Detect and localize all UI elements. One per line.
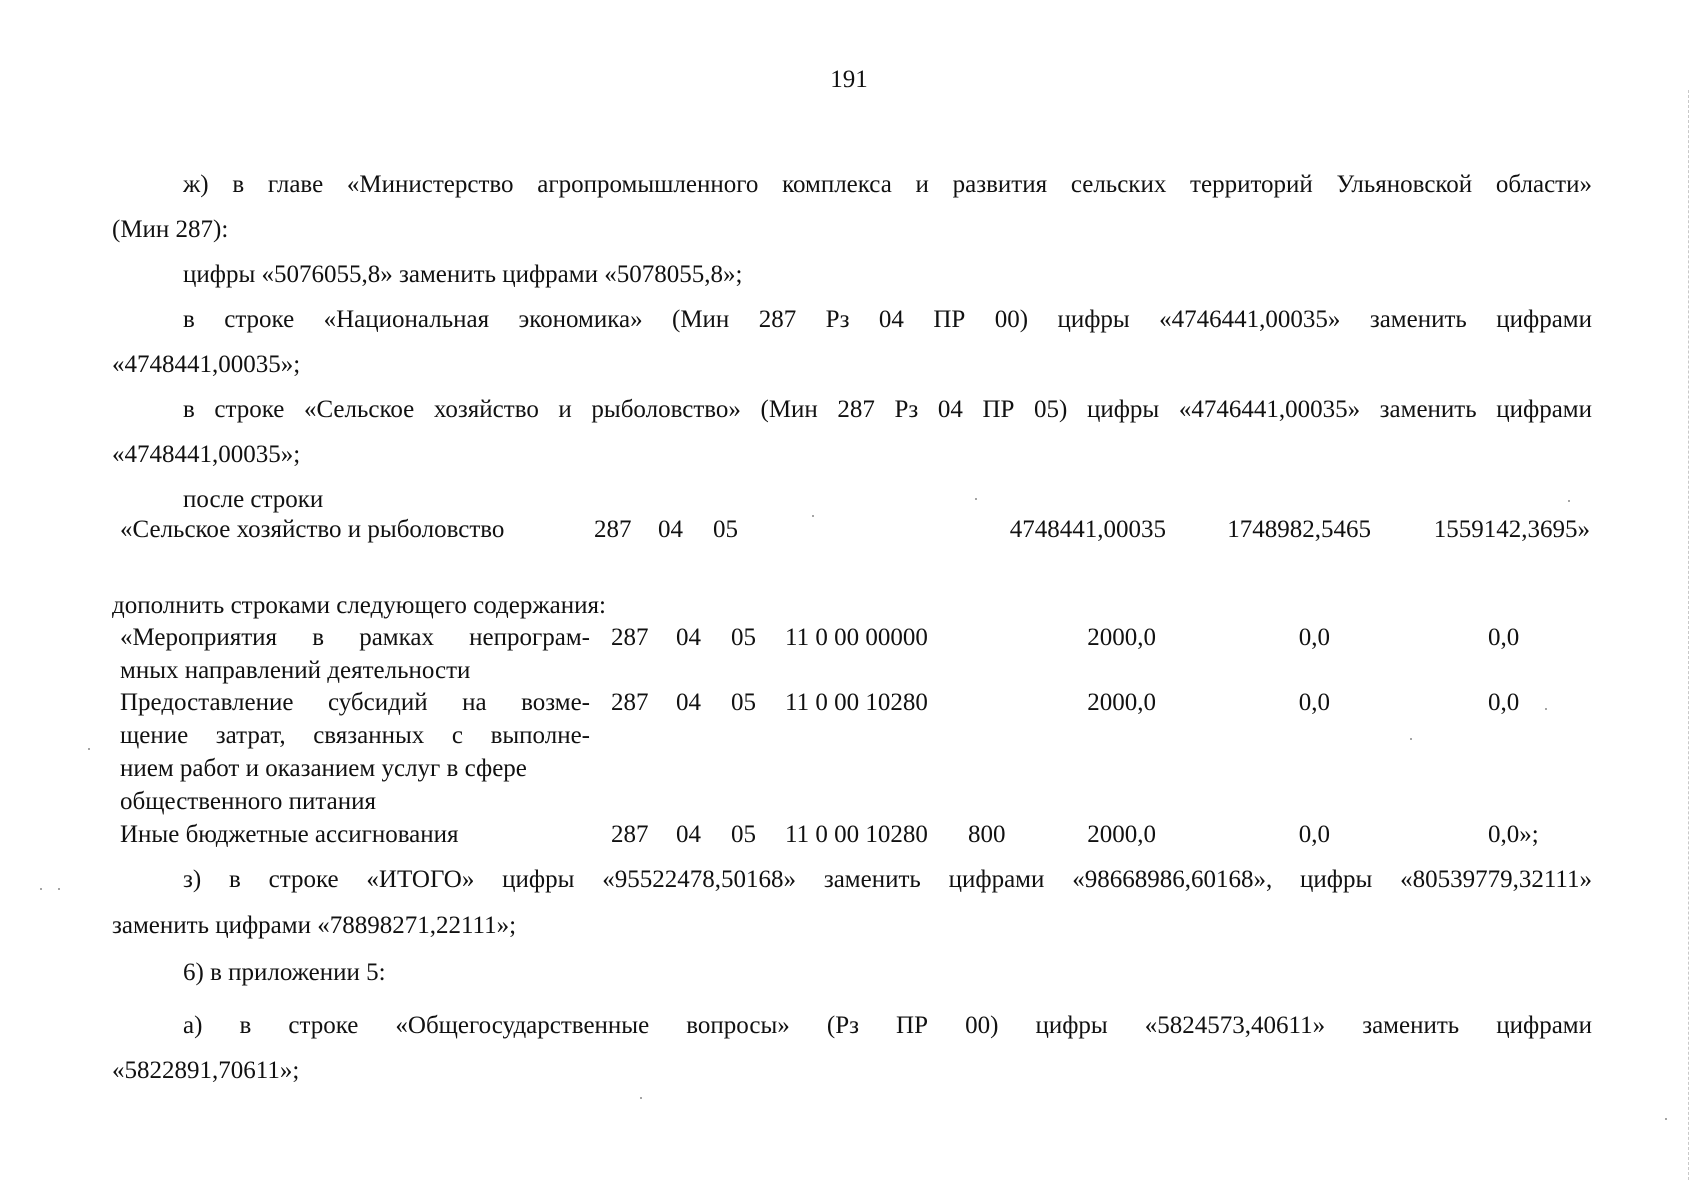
row-value-2: 0,0 <box>1298 821 1330 848</box>
add-rows-label: дополнить строками следующего содержания: <box>112 592 606 619</box>
scan-speck <box>640 1097 642 1099</box>
row-pr: 05 <box>731 624 756 651</box>
row-value-3: 0,0»; <box>1488 821 1539 848</box>
row-pr: 05 <box>713 516 738 543</box>
row-value-2: 0,0 <box>1298 624 1330 651</box>
row-rz: 04 <box>676 821 701 848</box>
row-name-line: Предоставление субсидий на возме- <box>120 689 590 716</box>
row-min: 287 <box>594 516 632 543</box>
row-min: 287 <box>611 624 649 651</box>
scan-speck <box>975 498 977 500</box>
after-row-label: после строки <box>183 486 324 513</box>
paragraph-general-questions-line1: а) в строке «Общегосударственные вопросы» (Рз ПР 00) цифры «5824573,40611» заменить цифрами <box>183 1012 1592 1039</box>
row-value-3: 0,0 <box>1488 624 1520 651</box>
scan-speck <box>40 888 42 890</box>
row-csr: 11 0 00 10280 <box>785 821 928 848</box>
row-rz: 04 <box>676 624 701 651</box>
paragraph-zh-line2: (Мин 287): <box>112 216 229 243</box>
row-pr: 05 <box>731 689 756 716</box>
row-rz: 04 <box>658 516 683 543</box>
row-pr: 05 <box>731 821 756 848</box>
paragraph-digits-replace: цифры «5076055,8» заменить цифрами «5078055,8»; <box>183 261 743 288</box>
row-name-line: Иные бюджетные ассигнования <box>120 821 459 848</box>
row-min: 287 <box>611 689 649 716</box>
row-name-line: мных направлений деятельности <box>120 657 471 684</box>
row-value-1: 2000,0 <box>1087 821 1156 848</box>
row-value-2: 0,0 <box>1298 689 1330 716</box>
paragraph-general-questions-line2: «5822891,70611»; <box>112 1057 300 1084</box>
row-value-3: 1559142,3695» <box>1433 516 1590 543</box>
row-min: 287 <box>611 821 649 848</box>
scan-margin-line <box>1688 90 1690 1180</box>
row-value-1: 2000,0 <box>1087 689 1156 716</box>
row-csr: 11 0 00 00000 <box>785 624 928 651</box>
row-name-line: «Мероприятия в рамках непрограм- <box>120 624 590 651</box>
paragraph-itogo-line2: заменить цифрами «78898271,22111»; <box>112 912 517 939</box>
page-number: 191 <box>830 66 868 93</box>
scan-speck <box>1410 738 1412 740</box>
row-name-line: нием работ и оказанием услуг в сфере <box>120 755 527 782</box>
paragraph-appendix-5: 6) в приложении 5: <box>183 959 386 986</box>
scan-speck <box>812 515 814 517</box>
scan-speck <box>1545 708 1547 710</box>
row-name-line: общественного питания <box>120 788 376 815</box>
scan-speck <box>58 888 60 890</box>
scan-speck <box>1568 500 1570 502</box>
row-rz: 04 <box>676 689 701 716</box>
row-value-3: 0,0 <box>1488 689 1520 716</box>
paragraph-national-economy-line1: в строке «Национальная экономика» (Мин 287 Рз 04 ПР 00) цифры «4746441,00035» заменить цифрами <box>183 306 1592 333</box>
paragraph-agriculture-line1: в строке «Сельское хозяйство и рыболовство» (Мин 287 Рз 04 ПР 05) цифры «4746441,00035» заменить цифрами <box>183 396 1592 423</box>
row-value-1: 4748441,00035 <box>1009 516 1166 543</box>
row-csr: 11 0 00 10280 <box>785 689 928 716</box>
row-vr: 800 <box>968 821 1006 848</box>
paragraph-national-economy-line2: «4748441,00035»; <box>112 351 301 378</box>
row-name-line: щение затрат, связанных с выполне- <box>120 722 590 749</box>
paragraph-itogo-line1: з) в строке «ИТОГО» цифры «95522478,50168» заменить цифрами «98668986,60168», цифры «80539779,32111» <box>183 866 1592 893</box>
row-value-2: 1748982,5465 <box>1227 516 1371 543</box>
scan-speck <box>88 748 90 750</box>
paragraph-zh-line1: ж) в главе «Министерство агропромышленного комплекса и развития сельских территорий Ульяновской области» <box>183 171 1592 198</box>
row-name: «Сельское хозяйство и рыболовство <box>120 516 505 543</box>
scan-speck <box>1665 1118 1667 1120</box>
row-value-1: 2000,0 <box>1087 624 1156 651</box>
paragraph-agriculture-line2: «4748441,00035»; <box>112 441 301 468</box>
